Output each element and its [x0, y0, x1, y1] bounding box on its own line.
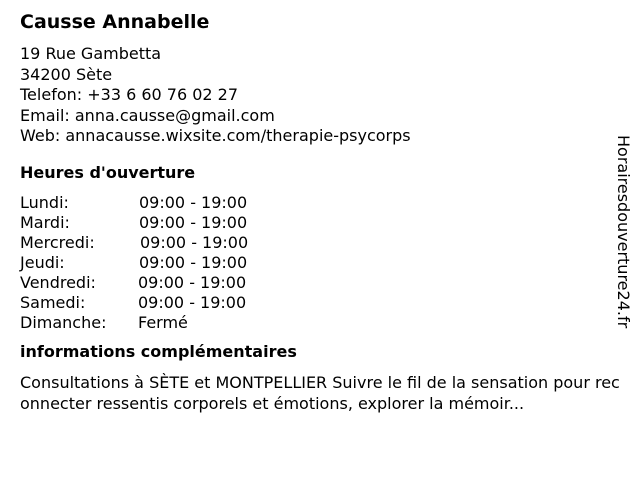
hours-day: Jeudi:: [20, 252, 65, 272]
hours-row-lundi: [20, 193, 620, 213]
hours-row-vendredi: [20, 273, 620, 293]
hours-row-jeudi: [20, 253, 620, 273]
hours-day: Samedi:: [20, 292, 86, 312]
address-street: 19 Rue Gambetta: [20, 44, 162, 63]
hours-time: 09:00 - 19:00: [139, 192, 248, 212]
hours-day: Mardi:: [20, 212, 70, 232]
site-watermark: Horairesdouverture24.fr: [614, 135, 633, 329]
web-line: Web: annacausse.wixsite.com/therapie-psycorps: [20, 126, 411, 145]
info-text: Consultations à SÈTE et MONTPELLIER Suivre le fil de la sensation pour reconnecter ressentis corporels et émotions, explorer la mémoir...: [20, 372, 620, 413]
hours-time: 09:00 - 19:00: [138, 292, 247, 312]
email-line: Email: anna.causse@gmail.com: [20, 105, 275, 125]
hours-row-samedi: [20, 293, 620, 313]
hours-row-dimanche: [20, 313, 620, 333]
hours-time: 09:00 - 19:00: [138, 272, 247, 292]
business-card: [20, 10, 620, 414]
hours-heading: Heures d'ouverture: [20, 162, 196, 182]
hours-time: 09:00 - 19:00: [140, 232, 249, 252]
hours-day: Vendredi:: [20, 272, 96, 292]
hours-day: Lundi:: [20, 192, 69, 212]
address-city: 34200 Sète: [20, 64, 113, 84]
hours-row-mercredi: [20, 233, 620, 253]
hours-day: Dimanche:: [20, 312, 107, 332]
business-name: Causse Annabelle: [20, 11, 210, 33]
hours-day: Mercredi:: [20, 232, 95, 252]
hours-time: Fermé: [138, 312, 188, 332]
hours-time: 09:00 - 19:00: [139, 252, 248, 272]
info-heading: informations complémentaires: [20, 341, 297, 361]
phone-line: Telefon: +33 6 60 76 02 27: [20, 85, 239, 104]
hours-time: 09:00 - 19:00: [139, 212, 248, 232]
hours-row-mardi: [20, 213, 620, 233]
hours-table: [20, 193, 620, 333]
